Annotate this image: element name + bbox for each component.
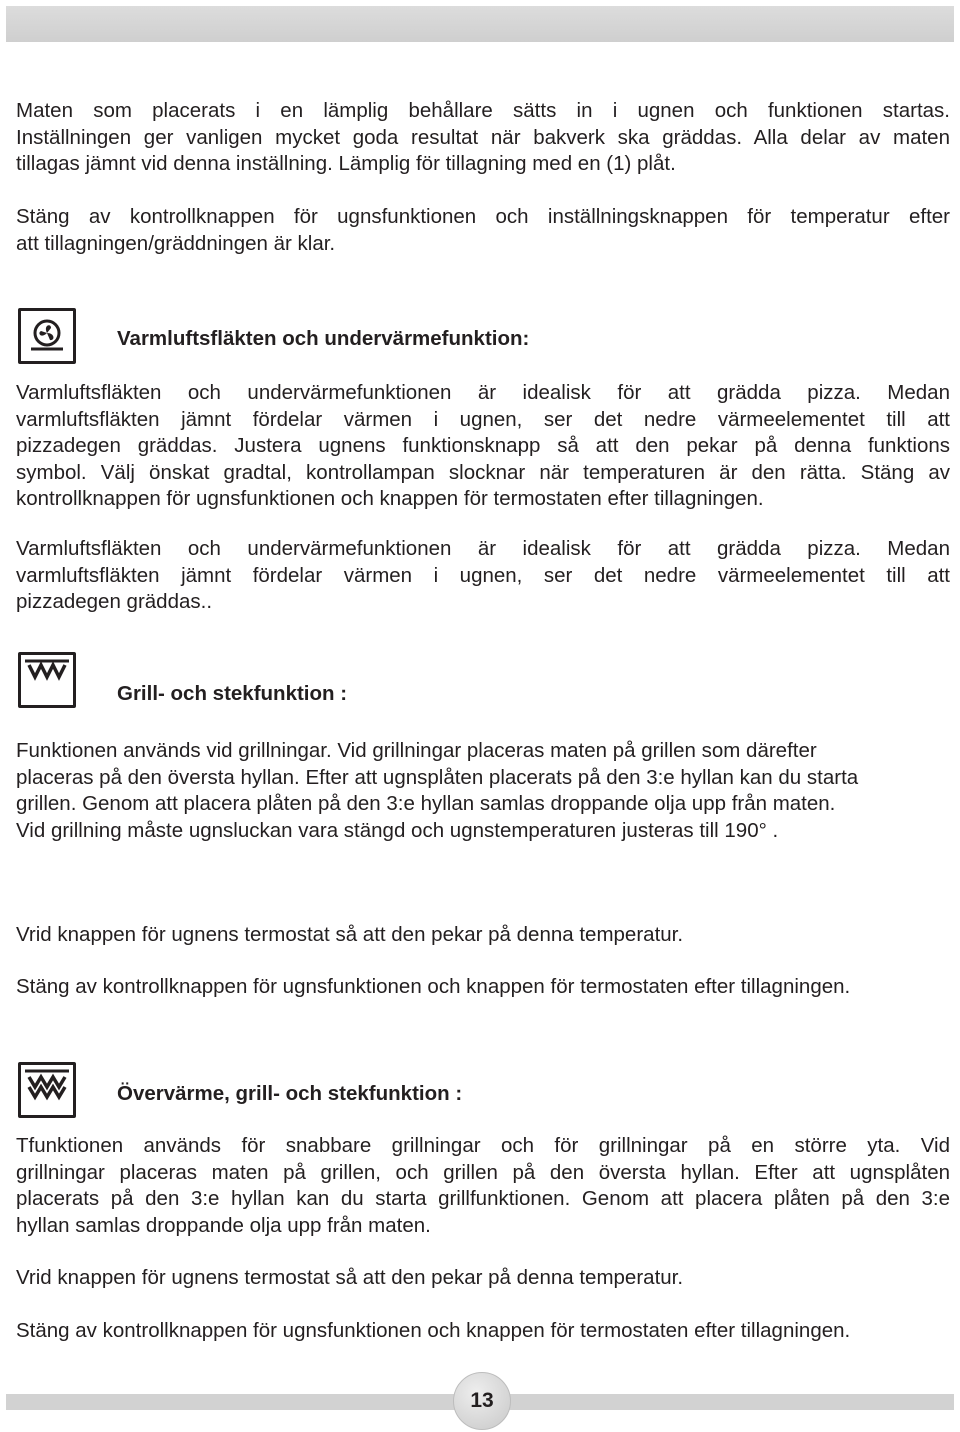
text-line: pizzadegen gräddas.. (16, 590, 213, 613)
text-line: symbol. Välj önskat gradtal, kontrollampan slocknar när temperaturen är den rätta. Stäng av (16, 460, 950, 484)
text-line: Varmluftsfläkten och undervärmefunktionen är idealisk för att grädda pizza. Medan (16, 381, 950, 404)
text-line: Vid grillning måste ugnsluckan vara stängd och ugnstemperaturen justeras till 190° . (16, 818, 779, 842)
top-heat-grill-paragraph (16, 1133, 950, 1239)
text-line: Inställningen ger vanligen mycket goda resultat när bakverk ska gräddas. Alla delar av maten (16, 125, 950, 149)
switch-off-paragraph (16, 204, 950, 257)
top-heat-grill-icon (18, 1062, 76, 1118)
text-line: grillningar placeras maten på grillen, och grillen på den översta hyllan. Efter att ugnsplåten (16, 1160, 950, 1184)
top-heat-switch-off-paragraph: Stäng av kontrollknappen för ugnsfunktionen och knappen för termostaten efter tillagningen. (16, 1319, 851, 1342)
text-line: Funktionen används vid grillningar. Vid grillningar placeras maten på grillen som därefter (16, 739, 817, 762)
grill-switch-off-paragraph: Stäng av kontrollknappen för ugnsfunktionen och knappen för termostaten efter tillagningen. (16, 975, 851, 998)
page-number: 13 (453, 1372, 511, 1430)
grill-thermostat-paragraph: Vrid knappen för ugnens termostat så att den pekar på denna temperatur. (16, 923, 684, 946)
text-line: varmluftsfläkten jämnt fördelar värmen i ugnen, ser det nedre värmeelementet till att (16, 563, 950, 587)
text-line: placerats på den 3:e hyllan kan du starta grillfunktionen. Genom att placera plåten på den 3:e (16, 1187, 950, 1210)
fan-bottom-heat-paragraph-2 (16, 536, 950, 616)
text-line: placeras på den översta hyllan. Efter att ugnsplåten placerats på den 3:e hyllan kan du starta (16, 765, 859, 789)
section-heading-top-heat-grill: Övervärme, grill- och stekfunktion : (117, 1082, 463, 1105)
text-line: pizzadegen gräddas. Justera ugnens funktionsknapp så att den pekar på denna funktions (16, 434, 950, 457)
text-line: att tillagningen/gräddningen är klar. (16, 231, 336, 255)
section-heading-grill: Grill- och stekfunktion : (117, 682, 348, 705)
text-line: kontrollknappen för ugnsfunktionen och knappen för termostaten efter tillagningen. (16, 487, 764, 510)
text-line: Tfunktionen används för snabbare grillningar och för grillningar på en större yta. Vid (16, 1134, 950, 1157)
text-line: grillen. Genom att placera plåten på den 3:e hyllan samlas droppande olja upp från maten. (16, 792, 836, 815)
grill-icon (18, 652, 76, 708)
text-line: Varmluftsfläkten och undervärmefunktionen är idealisk för att grädda pizza. Medan (16, 537, 950, 560)
fan-bottom-heat-paragraph (16, 380, 950, 513)
intro-paragraph (16, 98, 950, 178)
text-line: Maten som placerats i en lämplig behållare sätts in i ugnen och funktionen startas. (16, 99, 950, 122)
header-bar (6, 6, 954, 42)
text-line: hyllan samlas droppande olja upp från maten. (16, 1213, 431, 1237)
text-line: Stäng av kontrollknappen för ugnsfunktionen och inställningsknappen för temperatur efter (16, 205, 950, 228)
fan-bottom-heat-icon (18, 308, 76, 364)
grill-paragraph (16, 738, 950, 844)
top-heat-thermostat-paragraph: Vrid knappen för ugnens termostat så att den pekar på denna temperatur. (16, 1266, 684, 1289)
text-line: tillagas jämnt vid denna inställning. Lämplig för tillagning med en (1) plåt. (16, 152, 676, 175)
text-line: varmluftsfläkten jämnt fördelar värmen i ugnen, ser det nedre värmeelementet till att (16, 407, 950, 431)
section-heading-fan-bottom-heat: Varmluftsfläkten och undervärmefunktion: (117, 327, 530, 350)
